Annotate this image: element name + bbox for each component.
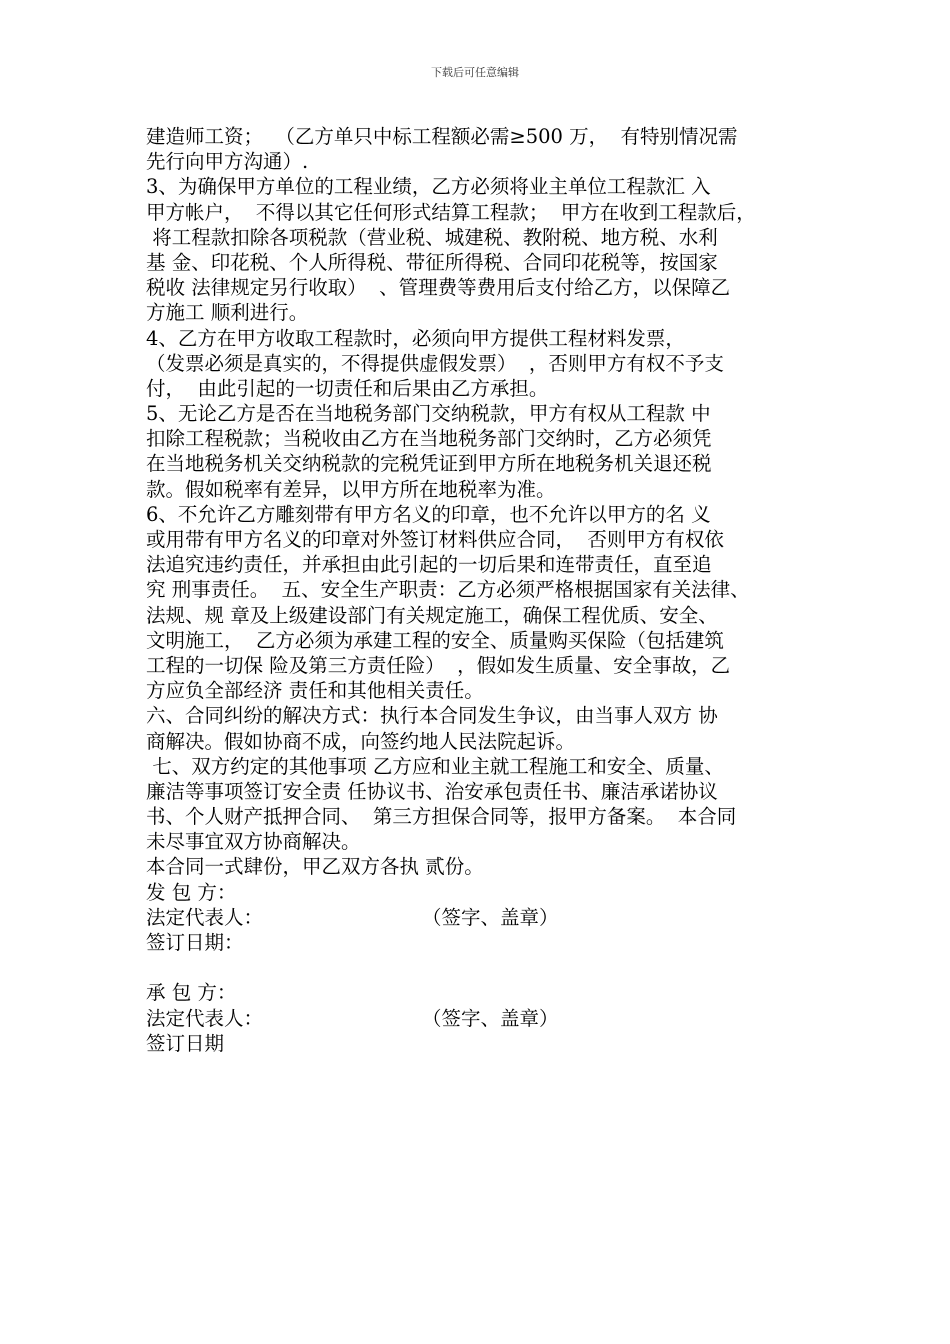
contract-text-line: 究 刑事责任。 五、安全生产职责：乙方必须严格根据国家有关法律、 — [146, 578, 750, 602]
contract-text-line: 未尽事宜双方协商解决。 — [146, 830, 361, 854]
party-a-rep-label: 法定代表人： — [146, 905, 264, 929]
party-a-sign-note: （签字、盖章） — [422, 905, 559, 929]
contract-text-line: 扣除工程税款；当税收由乙方在当地税务部门交纳时，乙方必须凭 — [146, 427, 712, 451]
contract-text-line: 建造师工资； （乙方单只中标工程额必需≥500 万， 有特别情况需 — [146, 125, 738, 148]
party-b-label: 承 包 方： — [146, 981, 237, 1005]
contract-text-line: 或用带有甲方名义的印章对外签订材料供应合同， 否则甲方有权依 — [146, 528, 724, 551]
contract-text-line: 付， 由此引起的一切责任和后果由乙方承担。 — [146, 376, 549, 400]
contract-text-line: 六、合同纠纷的解决方式：执行本合同发生争议，由当事人双方 协 — [146, 704, 718, 728]
party-a-date-label: 签订日期： — [146, 931, 244, 954]
contract-text-line: 款。假如税率有差异，以甲方所在地税率为准。 — [146, 477, 556, 501]
contract-text-line: 本合同一式肆份，甲乙双方各执 贰份。 — [146, 855, 484, 879]
contract-text-line: 工程的一切保 险及第三方责任险） ，假如发生质量、安全事故，乙 — [146, 653, 731, 677]
contract-text-line: 文明施工， 乙方必须为承建工程的安全、质量购买保险（包括建筑 — [146, 628, 724, 652]
contract-text-line: 4、乙方在甲方收取工程款时，必须向甲方提供工程材料发票， — [146, 326, 685, 350]
contract-text-line: 先行向甲方沟通）. — [146, 150, 309, 174]
party-a-representative-row — [146, 905, 811, 930]
contract-text-line: 七、双方约定的其他事项 乙方应和业主就工程施工和安全、质量、 — [146, 754, 724, 778]
contract-text-line: 廉洁等事项签订安全责 任协议书、治安承包责任书、廉洁承诺协议 — [146, 779, 718, 803]
contract-text-line: 基 金、印花税、个人所得税、带征所得税、合同印花税等，按国家 — [146, 250, 718, 274]
contract-body — [146, 124, 811, 1056]
party-a-signature-block — [146, 880, 811, 956]
contract-clauses — [146, 124, 811, 880]
contract-text-line: 法规、规 章及上级建设部门有关规定施工，确保工程优质、安全、 — [146, 603, 718, 627]
contract-text-line: 商解决。假如协商不成，向签约地人民法院起诉。 — [146, 729, 576, 753]
party-b-representative-row — [146, 1006, 811, 1031]
contract-text-line: 法追究违约责任，并承担由此引起的一切后果和连带责任，直至追 — [146, 553, 712, 577]
contract-text-line: 3、为确保甲方单位的工程业绩，乙方必须将业主单位工程款汇 入 — [146, 175, 711, 199]
contract-text-line: 书、个人财产抵押合同、 第三方担保合同等，报甲方备案。 本合同 — [146, 805, 737, 829]
party-b-signature-block — [146, 980, 811, 1056]
party-a-label: 发 包 方： — [146, 880, 237, 904]
party-b-sign-note: （签字、盖章） — [422, 1006, 559, 1030]
contract-text-line: 方应负全部经济 责任和其他相关责任。 — [146, 679, 484, 703]
contract-text-line: （发票必须是真实的，不得提供虚假发票） ，否则甲方有权不予支 — [146, 351, 724, 375]
contract-text-line: 6、不允许乙方雕刻带有甲方名义的印章，也不允许以甲方的名 义 — [146, 502, 711, 526]
party-b-rep-label: 法定代表人： — [146, 1006, 264, 1030]
spacer — [146, 955, 811, 980]
party-b-date-label: 签订日期 — [146, 1031, 225, 1055]
page-header-note: 下载后可任意编辑 — [431, 66, 519, 79]
contract-text-line: 税收 法律规定另行收取） 、管理费等费用后支付给乙方，以保障乙 — [146, 276, 731, 300]
contract-text-line: 甲方帐户， 不得以其它任何形式结算工程款； 甲方在收到工程款后， — [146, 200, 756, 224]
contract-text-line: 将工程款扣除各项税款（营业税、城建税、教附税、地方税、水利 — [146, 225, 718, 249]
contract-text-line: 5、无论乙方是否在当地税务部门交纳税款，甲方有权从工程款 中 — [146, 402, 711, 426]
contract-text-line: 方施工 顺利进行。 — [146, 301, 309, 325]
contract-text-line: 在当地税务机关交纳税款的完税凭证到甲方所在地税务机关退还税 — [146, 452, 712, 476]
